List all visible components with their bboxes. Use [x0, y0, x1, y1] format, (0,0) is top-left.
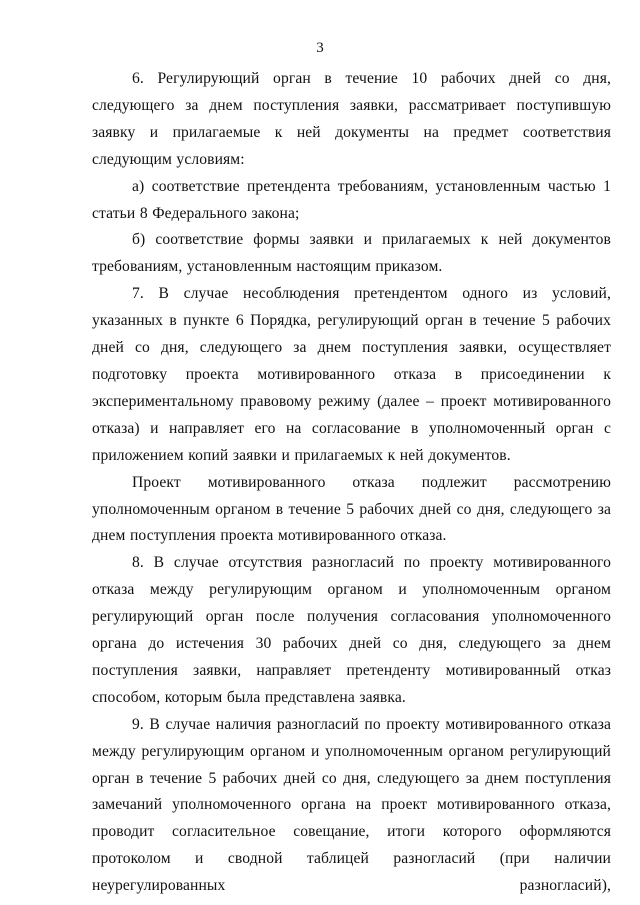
document-body [92, 66, 611, 900]
paragraph-6b: б) соответствие формы заявки и прилагаемых к ней документов требованиям, установленным настоящим приказом. [92, 231, 611, 276]
paragraph-7: 7. В случае несоблюдения претендентом одного из условий, указанных в пункте 6 Порядка, регулирующий орган в течение 5 рабочих дней со дня, следующего за днем поступления заявки, осуществляет подготовку проекта мотивированного отказа в присоединении к экспериментальному правовому режиму (далее – проект мотивированного отказа) и направляет его на согласование в уполномоченный орган с приложением копий заявки и прилагаемых к ней документов. [92, 285, 611, 464]
paragraph-6: 6. Регулирующий орган в течение 10 рабочих дней со дня, следующего за днем поступления заявки, рассматривает поступившую заявку и прилагаемые к ней документы на предмет соответствия следующим условиям: [92, 70, 611, 168]
paragraph-6a: а) соответствие претендента требованиям, установленным частью 1 статьи 8 Федерального закона; [92, 177, 611, 222]
paragraph-7-review: Проект мотивированного отказа подлежит рассмотрению уполномоченным органом в течение 5 рабочих дней со дня, следующего за днем поступления проекта мотивированного отказа. [92, 473, 611, 545]
paragraph-8: 8. В случае отсутствия разногласий по проекту мотивированного отказа между регулирующим органом и уполномоченным органом регулирующий орган после получения согласования уполномоченного органа до истечения 30 рабочих дней со дня, следующего за днем поступления заявки, направляет претенденту мотивированный отказ способом, которым была представлена заявка. [92, 554, 611, 706]
page-number: 3 [316, 40, 324, 56]
paragraph-9: 9. В случае наличия разногласий по проекту мотивированного отказа между регулирующим органом и уполномоченным органом регулирующий орган в течение 5 рабочих дней со дня, следующего за днем поступления замечаний уполномоченного органа на проект мотивированного отказа, проводит согласительное совещание, итоги которого оформляются протоколом и сводной таблицей разногласий (при наличии неурегулированных разногласий), [92, 715, 611, 895]
